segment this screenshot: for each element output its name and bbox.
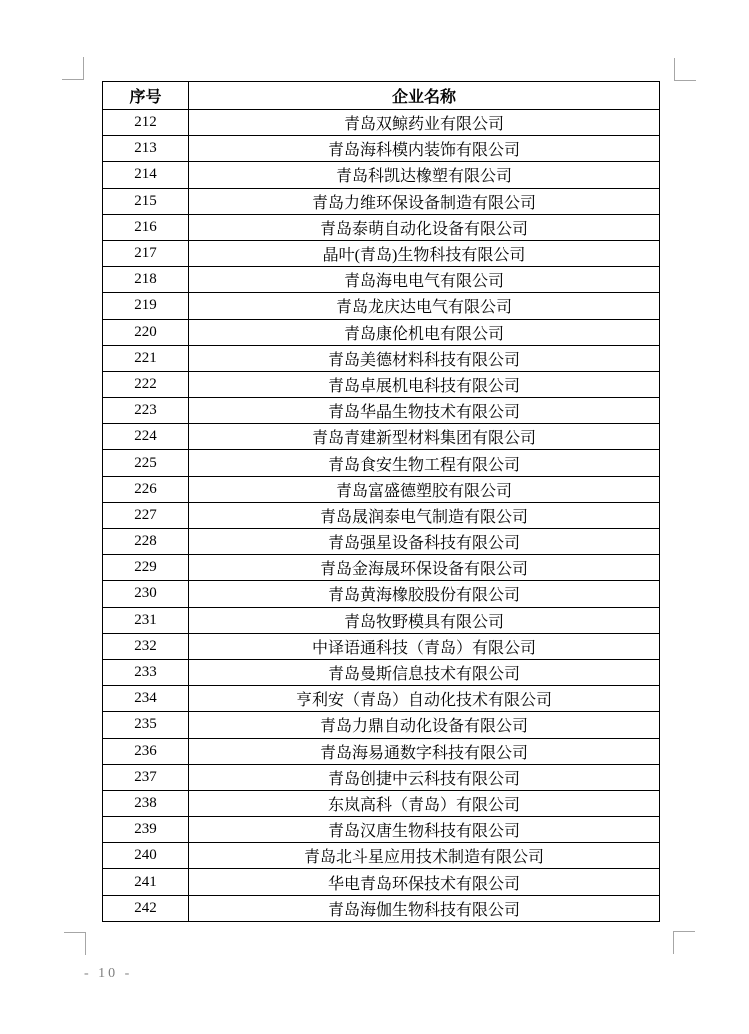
table-row [103,319,660,345]
company-name-cell: 青岛海科模内装饰有限公司 [189,136,660,162]
serial-number-cell: 215 [103,188,189,214]
company-name-cell: 青岛强星设备科技有限公司 [189,529,660,555]
table-row [103,555,660,581]
company-list-table [102,81,660,922]
company-name-cell: 晶叶(青岛)生物科技有限公司 [189,240,660,266]
company-name-cell: 亨利安（青岛）自动化技术有限公司 [189,686,660,712]
table-row [103,659,660,685]
table-row [103,345,660,371]
serial-number-cell: 226 [103,476,189,502]
serial-number-cell: 222 [103,371,189,397]
table-row [103,529,660,555]
company-name-cell: 青岛牧野模具有限公司 [189,607,660,633]
serial-number-cell: 237 [103,764,189,790]
table-row [103,738,660,764]
company-name-cell: 青岛富盛德塑胶有限公司 [189,476,660,502]
serial-number-cell: 230 [103,581,189,607]
company-name-cell: 青岛龙庆达电气有限公司 [189,293,660,319]
table-header [103,82,660,110]
serial-number-cell: 219 [103,293,189,319]
table-row [103,293,660,319]
table-row [103,188,660,214]
table-row [103,764,660,790]
serial-number-cell: 233 [103,659,189,685]
table-row [103,843,660,869]
company-name-cell: 青岛汉唐生物科技有限公司 [189,817,660,843]
serial-number-cell: 242 [103,895,189,921]
company-name-cell: 青岛晟润泰电气制造有限公司 [189,502,660,528]
serial-number-cell: 231 [103,607,189,633]
serial-number-cell: 213 [103,136,189,162]
company-name-cell: 中译语通科技（青岛）有限公司 [189,633,660,659]
text-boundary-mark-bottom-left [64,932,86,955]
company-table-body [103,110,660,922]
company-name-cell: 青岛黄海橡胶股份有限公司 [189,581,660,607]
serial-number-cell: 221 [103,345,189,371]
serial-number-cell: 234 [103,686,189,712]
company-name-cell: 青岛金海晟环保设备有限公司 [189,555,660,581]
company-name-cell: 青岛海电电气有限公司 [189,267,660,293]
company-name-cell: 青岛海易通数字科技有限公司 [189,738,660,764]
company-name-cell: 东岚高科（青岛）有限公司 [189,790,660,816]
serial-number-cell: 217 [103,240,189,266]
table-row [103,162,660,188]
table-row [103,633,660,659]
table-row [103,712,660,738]
company-name-cell: 青岛卓展机电科技有限公司 [189,371,660,397]
company-name-cell: 青岛双鲸药业有限公司 [189,110,660,136]
table-row [103,476,660,502]
table-row [103,895,660,921]
table-row [103,581,660,607]
header-row [103,82,660,110]
table-row [103,136,660,162]
company-name-cell: 青岛曼斯信息技术有限公司 [189,659,660,685]
table-row [103,817,660,843]
serial-number-cell: 225 [103,450,189,476]
table-row [103,398,660,424]
company-name-cell: 华电青岛环保技术有限公司 [189,869,660,895]
company-name-cell: 青岛食安生物工程有限公司 [189,450,660,476]
company-name-cell: 青岛青建新型材料集团有限公司 [189,424,660,450]
company-name-cell: 青岛海伽生物科技有限公司 [189,895,660,921]
header-serial-number: 序号 [103,82,189,110]
serial-number-cell: 214 [103,162,189,188]
text-boundary-mark-top-left [62,57,84,80]
table-row [103,424,660,450]
page-number: - 10 - [84,966,133,981]
serial-number-cell: 212 [103,110,189,136]
company-name-cell: 青岛力鼎自动化设备有限公司 [189,712,660,738]
company-name-cell: 青岛泰萌自动化设备有限公司 [189,214,660,240]
serial-number-cell: 220 [103,319,189,345]
table-row [103,371,660,397]
table-row [103,502,660,528]
serial-number-cell: 216 [103,214,189,240]
text-boundary-mark-bottom-right [673,931,695,954]
company-name-cell: 青岛创捷中云科技有限公司 [189,764,660,790]
serial-number-cell: 218 [103,267,189,293]
serial-number-cell: 235 [103,712,189,738]
serial-number-cell: 236 [103,738,189,764]
serial-number-cell: 223 [103,398,189,424]
header-company-name: 企业名称 [189,82,660,110]
serial-number-cell: 229 [103,555,189,581]
company-name-cell: 青岛北斗星应用技术制造有限公司 [189,843,660,869]
text-boundary-mark-top-right [674,58,696,81]
company-name-cell: 青岛康伦机电有限公司 [189,319,660,345]
table-row [103,450,660,476]
company-name-cell: 青岛力维环保设备制造有限公司 [189,188,660,214]
serial-number-cell: 224 [103,424,189,450]
table-row [103,240,660,266]
serial-number-cell: 239 [103,817,189,843]
table-row [103,110,660,136]
serial-number-cell: 238 [103,790,189,816]
serial-number-cell: 228 [103,529,189,555]
company-name-cell: 青岛美德材料科技有限公司 [189,345,660,371]
table-row [103,267,660,293]
table-row [103,869,660,895]
table-row [103,686,660,712]
serial-number-cell: 232 [103,633,189,659]
table-row [103,607,660,633]
serial-number-cell: 227 [103,502,189,528]
serial-number-cell: 240 [103,843,189,869]
serial-number-cell: 241 [103,869,189,895]
table-row [103,790,660,816]
company-name-cell: 青岛科凯达橡塑有限公司 [189,162,660,188]
table-row [103,214,660,240]
company-name-cell: 青岛华晶生物技术有限公司 [189,398,660,424]
